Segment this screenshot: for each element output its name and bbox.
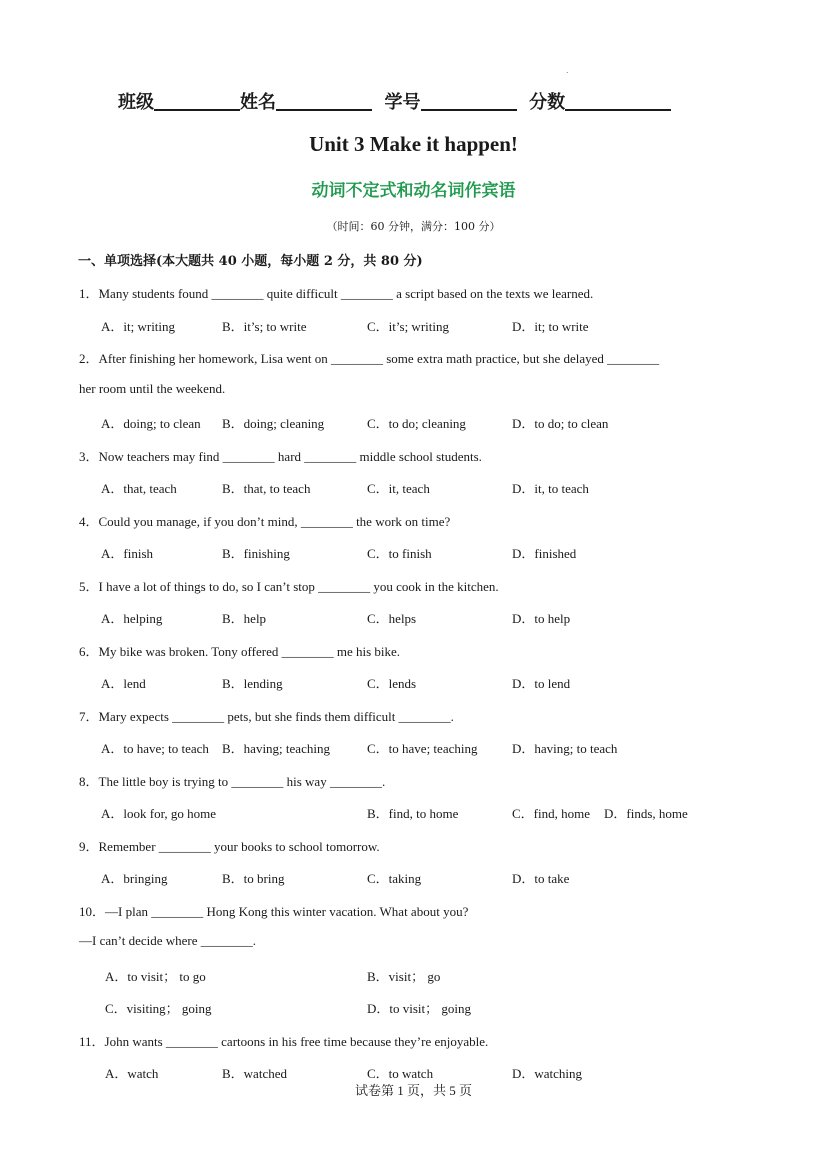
student-info-header (118, 88, 671, 114)
option-10d[interactable]: D．to visit； going (367, 1001, 472, 1016)
option-3c[interactable]: C．it, teach (367, 481, 430, 496)
option-9b[interactable]: B．to bring (222, 871, 285, 886)
option-3d[interactable]: D．it, to teach (512, 481, 589, 496)
option-11c[interactable]: C．to watch (367, 1066, 434, 1081)
question-4: 4．Could you manage, if you don’t mind, ________ the work on time? (79, 514, 451, 529)
option-6b[interactable]: B．lending (222, 676, 283, 691)
option-10c[interactable]: C．visiting； going (105, 1001, 212, 1016)
question-6: 6．My bike was broken. Tony offered ________ me his bike. (79, 644, 401, 659)
option-5a[interactable]: A．helping (101, 611, 163, 626)
question-9: 9．Remember ________ your books to school tomorrow. (79, 839, 380, 854)
name-blank[interactable] (276, 91, 372, 111)
option-11a[interactable]: A．watch (105, 1066, 159, 1081)
time-info: （时间：60 分钟，满分：100 分） (326, 220, 501, 233)
name-label: 姓名 (240, 92, 276, 113)
question-7: 7．Mary expects ________ pets, but she finds them difficult ________. (79, 709, 454, 724)
option-7a[interactable]: A．to have; to teach (101, 741, 209, 756)
option-9c[interactable]: C．taking (367, 871, 422, 886)
option-7d[interactable]: D．having; to teach (512, 741, 618, 756)
question-8: 8．The little boy is trying to ________ his way ________. (79, 774, 386, 789)
id-label: 学号 (384, 92, 421, 113)
page-subtitle: 动词不定式和动名词作宾语 (311, 181, 516, 201)
option-7b[interactable]: B．having; teaching (222, 741, 330, 756)
option-1d[interactable]: D．it; to write (512, 319, 589, 334)
option-7c[interactable]: C．to have; teaching (367, 741, 478, 756)
score-label: 分数 (529, 92, 566, 113)
option-2b[interactable]: B．doing; cleaning (222, 416, 325, 431)
option-4b[interactable]: B．finishing (222, 546, 290, 561)
option-8c[interactable]: C．find, home (512, 806, 590, 821)
question-5: 5．I have a lot of things to do, so I can’t stop ________ you cook in the kitchen. (79, 579, 499, 594)
question-1: 1．Many students found ________ quite difficult ________ a script based on the texts we learned. (79, 286, 594, 301)
option-2a[interactable]: A．doing; to clean (101, 416, 201, 431)
option-11b[interactable]: B．watched (222, 1066, 287, 1081)
option-8a[interactable]: A．look for, go home (101, 806, 217, 821)
option-9a[interactable]: A．bringing (101, 871, 168, 886)
option-6d[interactable]: D．to lend (512, 676, 571, 691)
page-footer: 试卷第 1 页，共 5 页 (354, 1083, 472, 1098)
stray-dot: . (566, 66, 569, 75)
option-11d[interactable]: D．watching (512, 1066, 583, 1081)
option-4c[interactable]: C．to finish (367, 546, 432, 561)
question-10-cont: —I can’t decide where ________. (79, 933, 257, 948)
option-2c[interactable]: C．to do; cleaning (367, 416, 466, 431)
option-1b[interactable]: B．it’s; to write (222, 319, 307, 334)
option-9d[interactable]: D．to take (512, 871, 570, 886)
question-10: 10．—I plan ________ Hong Kong this winter vacation. What about you? (79, 904, 469, 919)
page-title: Unit 3 Make it happen! (309, 132, 518, 156)
option-6a[interactable]: A．lend (101, 676, 146, 691)
option-4d[interactable]: D．finished (512, 546, 577, 561)
question-2: 2．After finishing her homework, Lisa went on ________ some extra math practice, but she delayed ________ (79, 351, 660, 366)
question-3: 3．Now teachers may find ________ hard ________ middle school students. (79, 449, 482, 464)
option-5b[interactable]: B．help (222, 611, 267, 626)
option-10a[interactable]: A．to visit； to go (105, 969, 206, 984)
option-3a[interactable]: A．that, teach (101, 481, 177, 496)
option-1c[interactable]: C．it’s; writing (367, 319, 449, 334)
option-8b[interactable]: B．find, to home (367, 806, 459, 821)
question-11: 11．John wants ________ cartoons in his free time because they’re enjoyable. (79, 1034, 489, 1049)
class-label: 班级 (118, 92, 154, 113)
option-8d[interactable]: D．finds, home (604, 806, 688, 821)
option-6c[interactable]: C．lends (367, 676, 417, 691)
option-3b[interactable]: B．that, to teach (222, 481, 311, 496)
id-blank[interactable] (421, 91, 517, 111)
option-10b[interactable]: B．visit； go (367, 969, 441, 984)
option-5d[interactable]: D．to help (512, 611, 571, 626)
question-2-cont: her room until the weekend. (79, 381, 226, 396)
score-blank[interactable] (565, 91, 671, 111)
section-heading: 一、单项选择(本大题共 40 小题，每小题 2 分，共 80 分) (78, 254, 423, 269)
option-4a[interactable]: A．finish (101, 546, 154, 561)
option-1a[interactable]: A．it; writing (101, 319, 176, 334)
option-5c[interactable]: C．helps (367, 611, 417, 626)
class-blank[interactable] (154, 91, 240, 111)
option-2d[interactable]: D．to do; to clean (512, 416, 609, 431)
